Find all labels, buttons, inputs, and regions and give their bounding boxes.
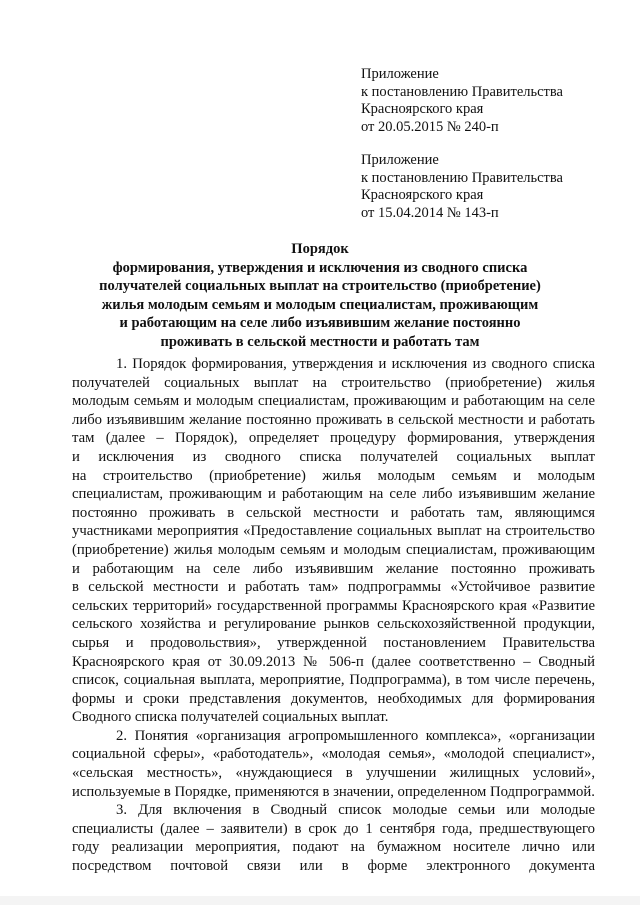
annex-date-number: от 20.05.2015 № 240-п bbox=[361, 118, 499, 135]
paragraph-1-line: сельских территорий» государственной программы Красноярского края «Развитие bbox=[72, 597, 595, 614]
paragraph-2-line: «сельская местность», «нуждающиеся в улучшении жилищных условий», bbox=[72, 765, 595, 782]
paragraph-1-line: молодым семьям и молодым специалистам, проживающим и работающим на селе bbox=[72, 393, 595, 410]
paragraph-1-line: в сельской местности и работать там» подпрограммы «Устойчивое развитие bbox=[72, 579, 595, 596]
paragraph-1-line: на строительство (приобретение) жилья молодым семьям и молодым bbox=[72, 467, 595, 484]
paragraph-1-line: там (далее – Порядок), определяет процедуру формирования, утверждения bbox=[72, 430, 595, 447]
annex-date-number: от 15.04.2014 № 143-п bbox=[361, 204, 499, 221]
paragraph-3-line: году реализации мероприятия, подают на бумажном носителе лично или bbox=[72, 839, 595, 856]
paragraph-1-line: сельского хозяйства и регулирование рынков сельскохозяйственной продукции, bbox=[72, 616, 595, 633]
paragraph-1-line: и работающим на селе либо изъявившим желание постоянно проживать bbox=[72, 560, 595, 577]
paragraph-2-line: социальной сферы», «работодатель», «молодая семья», «молодой специалист», bbox=[72, 746, 595, 763]
paragraph-2-line: 2. Понятия «организация агропромышленного комплекса», «организации bbox=[116, 727, 595, 744]
paragraph-1-line: формы и сроки представления документов, необходимых для формирования bbox=[72, 690, 595, 707]
title-line: формирования, утверждения и исключения из сводного списка bbox=[112, 259, 528, 276]
annex-reference: к постановлению Правительства bbox=[361, 169, 563, 186]
annex-region: Красноярского края bbox=[361, 101, 484, 117]
paragraph-1-line: специалистам, проживающим и работающим на селе либо изъявившим желание bbox=[72, 486, 595, 503]
title-line: получателей социальных выплат на строительство (приобретение) bbox=[99, 278, 541, 295]
paragraph-1-line: (приобретение) жилья молодым семьям и молодым специалистам, проживающим bbox=[72, 541, 595, 558]
title-line: жилья молодым семьям и молодым специалистам, проживающим bbox=[101, 296, 539, 313]
paragraph-2-line: используемые в Порядке, применяются в значении, определенном Подпрограммой. bbox=[72, 783, 595, 800]
paragraph-1-line: список, социальная выплата, мероприятие, Подпрограмма), в том числе перечень, bbox=[72, 672, 595, 689]
annex-block-current bbox=[361, 66, 563, 136]
title-line: и работающим на селе либо изъявившим желание постоянно bbox=[119, 315, 521, 332]
paragraph-1-line: участниками мероприятия «Предоставление социальных выплат на строительство bbox=[72, 523, 595, 540]
paragraph-1-line: 1. Порядок формирования, утверждения и исключения из сводного списка bbox=[116, 356, 595, 372]
annex-block-original bbox=[361, 152, 563, 222]
paragraph-3-line: 3. Для включения в Сводный список молодые семьи или молодые bbox=[116, 802, 595, 819]
annex-reference: к постановлению Правительства bbox=[361, 83, 563, 100]
title-line: проживать в сельской местности и работать там bbox=[160, 333, 480, 350]
paragraph-3-line: посредством почтовой связи или в форме электронного документа bbox=[72, 858, 595, 875]
document-title bbox=[60, 240, 580, 352]
annex-label: Приложение bbox=[361, 66, 439, 82]
paragraph-1-line: сырья и продовольствия», утвержденной постановлением Правительства bbox=[72, 634, 595, 651]
paragraph-1-line: Сводного списка получателей социальных выплат. bbox=[72, 709, 389, 726]
paragraph-1-line: получателей социальных выплат на строительство (приобретение) жилья bbox=[72, 374, 595, 391]
paragraph-3-line: специалисты (далее – заявители) в срок до 1 сентября года, предшествующего bbox=[72, 820, 595, 837]
paragraph-1-line: либо изъявившим желание постоянно проживать в сельской местности и работать bbox=[72, 411, 595, 428]
paragraph-1-line: и исключения из сводного списка получателей социальных выплат bbox=[72, 448, 595, 465]
scan-bottom-edge bbox=[0, 896, 640, 905]
paragraph-1-line: Красноярского края от 30.09.2013 № 506-п (далее соответственно – Сводный bbox=[72, 653, 595, 670]
document-body bbox=[72, 355, 595, 876]
paragraph-1-line: постоянно проживать в сельской местности и работать там, являющимся bbox=[72, 504, 595, 521]
annex-label: Приложение bbox=[361, 152, 439, 168]
title-line: Порядок bbox=[291, 241, 349, 257]
annex-region: Красноярского края bbox=[361, 187, 484, 203]
